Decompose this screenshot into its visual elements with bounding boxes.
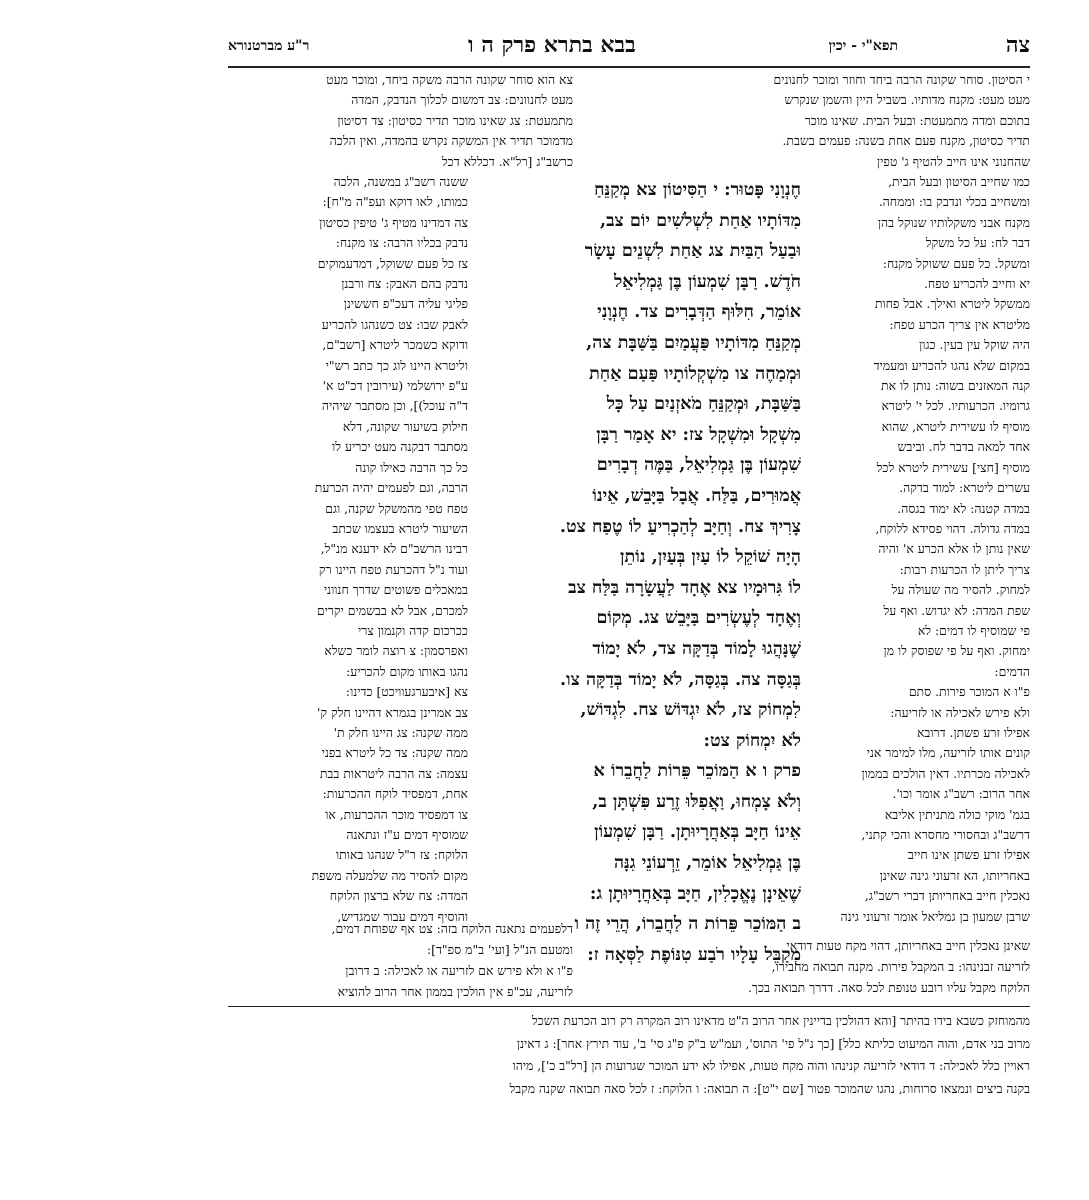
left-column-line: וליטרא היינו לוג כך כתב רש"י bbox=[325, 357, 468, 373]
center-column-line: לֹא יִמְחוֹק צט: bbox=[703, 729, 801, 751]
right-column-line: שפת המדה: לא יגדוש. ואף על bbox=[883, 602, 1030, 618]
right-column-line: ממשקל ליטרא ואילך. אבל פחות bbox=[874, 296, 1030, 312]
right-column-line: דבר לח: על כל משקל bbox=[925, 235, 1030, 251]
right-column-line: שרבן שמעון בן גמליאל אומר זרעוני גינה bbox=[840, 908, 1030, 924]
top-left-line: מדמוכר תדיר אין המשקה נקרש בהמדה, ואין הלכה bbox=[329, 133, 573, 149]
left-column-line: לאבק שבו: צט כשנהגו להכריע bbox=[321, 316, 468, 332]
right-column-line: ולא פירש לאכילה או לזריעה: bbox=[890, 704, 1030, 720]
right-column-line: מליטרא אין צריך הכרע טפח: bbox=[889, 316, 1030, 332]
center-column-line: בַּשַּׁבָּת, וּמְקַנֵּחַ מֹאזְנַיִם עַל כָּל bbox=[606, 393, 801, 415]
left-column-line: ודוקא כשמכר ליטרא [רשב"ם, bbox=[322, 337, 468, 353]
bottom-line: ראויין כלל לאכילה: ד דודאי לזריעה קנינהו והוה מקח טעות, אפילו לא ידע המוכר שגרועות הן [רל"ב כ'], מיהו bbox=[512, 1059, 1030, 1074]
commentary-top-left bbox=[228, 70, 573, 173]
commentary-right-column bbox=[806, 172, 1030, 932]
top-right-line: מעט מעט: מקנח מדותיו. בשביל היין והשמן שנקרש bbox=[784, 92, 1030, 108]
left-column-line: ועוד נ"ל דהכרעת טפח היינו רק bbox=[318, 561, 468, 577]
center-column-line: אֲמוּרִים, בַּלַּח. אֲבָל בַּיָּבֵשׁ, אֵינוֹ bbox=[592, 484, 801, 506]
left-column-line: למכרם, אבל לא בבשמים יקרים bbox=[316, 602, 468, 618]
right-column-line: היה שוקל עין בעין. כגון bbox=[919, 337, 1030, 353]
left-column-line: פליגי עליה דעכ"פ חששינן bbox=[343, 296, 468, 312]
left-column-line: והוסיף דמים עבור שמגדיש, bbox=[337, 908, 468, 924]
left-column-line: שמוסיף דמים ע"ז ונתאנה bbox=[346, 827, 468, 842]
header-rule bbox=[228, 66, 1030, 68]
left-column-line: צז כל פעם ששוקל, דמדעמוקים bbox=[317, 255, 468, 271]
right-column-line: אחר הרוב: רשב"ג אומר וכו'. bbox=[892, 786, 1030, 802]
center-column-line: אֵינוֹ חַיָּב בְּאַחֲרָיוּתָן. רַבָּן שִׁמְעוֹן bbox=[594, 821, 801, 843]
left-column-line: במאכלים פשוטים שדרך חנווני bbox=[323, 582, 468, 598]
right-column-line: אפילו זרע פשתן. דרובא bbox=[916, 724, 1030, 740]
left-column-line: מסתבר דבקנה מעט יכריע לו bbox=[332, 439, 468, 455]
center-column-line: מְקַבֵּל עָלָיו רֹבַע טִנּוֹפֶת לַסְּאָה ז: bbox=[587, 943, 801, 965]
running-header bbox=[228, 32, 1030, 68]
left-column-line: ואפרסמון: צ רוצה לומר כשלא bbox=[324, 643, 468, 659]
right-column-line: באחריותו, הא זרעוני גינה שאינן bbox=[879, 867, 1030, 883]
left-column-line: מקום להסיר מה שלמעלה משפת bbox=[311, 867, 468, 883]
left-column-line: צא [איבערגעוויכט] כדינו: bbox=[345, 684, 468, 700]
note-left-line: דלפעמים נתאנה הלוקח בזה: צט אף שפוחת דמים, bbox=[331, 921, 573, 936]
left-column-line: ד"ה עוכל)], וכן מסתבר שיהיה bbox=[321, 398, 468, 414]
left-column-line: צה דמדינו מטיף ג' טיפין כסיטון bbox=[319, 214, 468, 230]
bottom-line: בקנה ביצים ונמצאו סרוחות, נהגו שהמוכר פטור [שם י"ט]: ה תבואה: ו הלוקח: ז לכל סאה תבואה שקנה מקבל bbox=[509, 1081, 1030, 1096]
right-column-line: ומשחייב בכלי ונדבק בו: וממחה. bbox=[878, 194, 1030, 210]
right-column-line: שאין נותן לו אלא הכרע א' והיה bbox=[878, 541, 1030, 557]
left-column-line: עצמה: צה הרבה ליטראות בבת bbox=[319, 765, 468, 781]
top-right-line: י הסיטון. סוחר שקונה הרבה ביחד וחוזר ומוכר לחנונים bbox=[773, 72, 1030, 87]
center-column-line: ב הַמּוֹכֵר פֵּרוֹת ה לַחֲבֵרוֹ, הֲרֵי זֶה ו bbox=[574, 913, 801, 935]
note-left-line: לזריעה, עכ"פ אין הולכין בממון אחר הרוב להוציא bbox=[337, 984, 573, 999]
right-column-line: הדמים: bbox=[994, 663, 1030, 679]
top-right-line: תדיר כסיטון, מקנח פעם אחת בשנה: פעמים בשבת. bbox=[782, 133, 1030, 149]
left-column-line: כמותו, לאו דוקא ועפ"ה מ"ח]: bbox=[322, 194, 468, 210]
center-column-line: אוֹמֵר, חִלּוּף הַדְּבָרִים צד. חֶנְוָנִי bbox=[597, 301, 801, 323]
commentary-note-left bbox=[228, 918, 573, 1004]
left-column-line: נדבק בכליו הרבה: צו מקנח: bbox=[335, 235, 468, 251]
center-column-line: מִשְׁקָל וּמִשְׁקָל צז: יא אָמַר רַבָּן bbox=[596, 423, 801, 445]
note-left-line: ומטעם הנ"ל [ועי' ב"מ ספ"ד]: bbox=[426, 942, 573, 957]
left-column-line: אחת, דמפסיד לוקח ההכרעות: bbox=[322, 786, 468, 802]
footnote-block bbox=[228, 1010, 1030, 1106]
left-column-line: ממה שקנה: צג היינו חלק ת' bbox=[333, 724, 468, 740]
top-left-line: צא הוא סוחר שקונה הרבה משקה ביחד, ומוכר מעט bbox=[326, 72, 573, 87]
right-column-line: כמו שחייב הסיטון ובעל הבית, bbox=[888, 174, 1030, 189]
tractate-title: בבא בתרא פרק ה ו bbox=[468, 32, 636, 58]
center-column-line: מְקַנֵּחַ מִדּוֹתָיו פַּעֲמַיִם בַּשַּׁבָּת צה, bbox=[586, 331, 801, 353]
right-column-line: במדה גדולה. דהוי פסידא ללוקח, bbox=[875, 520, 1030, 536]
left-column-line: צו דמפסיד מוכר ההכרעות, או bbox=[325, 806, 468, 822]
left-column-line: רבינו הרשב"ם לא ידענא מנ"ל, bbox=[320, 541, 468, 557]
center-column-line: לִמְחוֹק צז, לֹא יִגְדּוֹשׁ צח. לִגְדּוֹשׁ, bbox=[580, 699, 801, 721]
center-column-line: שֶׁאֵינָן נֶאֱכָלִין, חַיָּב בְּאַחֲרָיוּתָן ג: bbox=[589, 882, 801, 904]
left-column-line: כל כך הרבה כאילו קונה bbox=[355, 459, 468, 475]
center-column-line: חֹדֶשׁ. רַבָּן שִׁמְעוֹן בֶּן גַּמְלִיאֵל bbox=[614, 270, 801, 292]
left-column-line: ע"פ ירושלמי (עירובין דכ"ט א' bbox=[322, 378, 468, 394]
left-column-line: צב אמרינן בגמרא דהיינו חלק ק' bbox=[317, 704, 468, 720]
right-column-line: לאכילה מכרתיו. דאין הולכים בממון bbox=[861, 765, 1030, 781]
right-column-line: פי שמוסיף לו דמים: לא bbox=[917, 622, 1030, 638]
center-column-line: צָרִיךְ צח. וְחַיָּב לְהַכְרִיעַ לוֹ טֶפַח צט. bbox=[559, 515, 801, 537]
note-right-line: לזריעה זבנינהו: ב המקבל פירות. מקנה תבואה מחבירו, bbox=[771, 959, 1030, 974]
commentary-left-column bbox=[228, 172, 468, 932]
right-column-line: בגמ' מוקי כולה מתניתין אליבא bbox=[884, 806, 1030, 822]
center-column-line: פרק ו א הַמּוֹכֵר פֵּרוֹת לַחֲבֵרוֹ א bbox=[593, 760, 801, 782]
right-column-line: יא וחייב להכריע טפח. bbox=[923, 276, 1030, 292]
left-column-line: המדה: צח שלא ברצון הלוקח bbox=[329, 888, 468, 904]
right-column-line: במקום שלא נהגו להכריע ומעמיד bbox=[873, 357, 1030, 373]
right-column-line: אפילו זרע פשתן אינו חייב bbox=[907, 847, 1030, 863]
center-column-line: בֶּן גַּמְלִיאֵל אוֹמֵר, זֵרְעוֹנֵי גִנָּה bbox=[613, 852, 801, 874]
center-column-line: לוֹ גִּרוּמָיו צא אֶחָד לַעֲשָׂרָה בַּלַּח צב bbox=[568, 576, 801, 598]
center-column-line: וּמְמַחֶה צו מִשְׁקְלוֹתָיו פַּעַם אַחַת bbox=[589, 362, 801, 384]
left-column-line: חילוק בשיעור שקונה, דלא bbox=[342, 418, 468, 434]
right-column-line: גרומיו. הכרעותיו. לכל י' ליטרא bbox=[881, 398, 1030, 414]
right-column-line: למחוק. להסיר מה שעולה על bbox=[891, 582, 1030, 598]
left-column-line: ממה שקנה: צד כל ליטרא בפני bbox=[321, 745, 468, 761]
page-number: צה bbox=[1005, 32, 1030, 58]
center-column-line: וְלֹא צָמְחוּ, וַאֲפִלּוּ זֶרַע פִּשְׁתָּן ב, bbox=[592, 790, 801, 812]
right-column-line: קנה המאזנים בשוה: נותן לו את bbox=[881, 378, 1030, 394]
left-column-line: הלוקח: צז ר"ל שנהגו באותו bbox=[335, 847, 468, 863]
footnote-rule bbox=[228, 1006, 1030, 1007]
commentary-title: ר"ע מברטנורא bbox=[228, 38, 310, 54]
right-column-line: פ"ו א המוכר פירות. סתם bbox=[908, 684, 1030, 700]
center-column-line: הָיָה שׁוֹקֵל לוֹ עַיִן בְּעַיִן, נוֹתֵן bbox=[620, 546, 801, 568]
center-column-line: בְּגַסָּה צה. בְּגַסָּה, לֹא יָמוֹד בְּדַקָּה צו. bbox=[559, 668, 801, 690]
center-column-line: וְאֶחָד לְעֶשְׂרִים בַּיָּבֵשׁ צג. מְקוֹם bbox=[596, 607, 801, 629]
commentary-note-right bbox=[577, 935, 1030, 1003]
top-left-line: כרשב"ג [רל"א. דכללא דכל bbox=[441, 153, 573, 169]
right-column-line: דרשב"ג ובחסורי מחסרא והכי קתני, bbox=[861, 827, 1030, 842]
note-right-line: שאינן נאכלין חייב באחריותן, דהוי מקח טעות דודאי bbox=[786, 938, 1030, 953]
top-left-line: מתמעטת: צג שאינו מוכר תדיר כסיטון: צד דסיטון bbox=[337, 112, 573, 128]
right-column-line: במדה קטנה: לא ימוד בגסה. bbox=[897, 500, 1030, 516]
left-column-line: ששנה רשב"ג במשנה, הלכה bbox=[333, 174, 468, 189]
left-column-line: הרבה, וגם לפעמים יהיה הכרעת bbox=[314, 480, 468, 496]
center-column-line: שִׁמְעוֹן בֶּן גַּמְלִיאֵל, בַּמֶּה דְבָרִים bbox=[596, 454, 801, 476]
right-column-line: אחד למאה בדבר לח. וביבש bbox=[897, 439, 1030, 455]
left-column-line: ככרכום קדה וקנמון צרי bbox=[357, 622, 468, 638]
left-column-line: נדבק בהם האבק: צח ורבנן bbox=[341, 276, 468, 292]
note-left-line: פ"ו א ולא פירש אם לזריעה או לאכילה: ב דרובן bbox=[345, 963, 573, 978]
bottom-line: מהמוחזק כשבא בידו בהיתר [והא דהולכין בדיינין אחר הרוב ה"ט מדאינו רוב המקרה רק רוב הכרעת השכל bbox=[532, 1014, 1030, 1028]
left-column-line: טפח טפי מהמשקל שקנה, וגם bbox=[325, 500, 468, 516]
left-column-line: השיעור ליטרא בעצמו שכתב bbox=[332, 520, 468, 536]
center-column-line: שֶׁנָּהֲגוּ לָמוֹד בְּדַקָּה צד, לֹא יָמוֹד bbox=[592, 637, 801, 659]
right-column-line: ומשקל. כל פעם ששוקל מקנח: bbox=[882, 255, 1030, 271]
center-column-line: חֶנְוָנִי פָּטוּר: י הַסִּיטוֹן צא מְקַנֵּחַ bbox=[594, 179, 801, 200]
right-column-line: צריך ליתן לו הכרעות רבות: bbox=[899, 561, 1030, 577]
center-column-line: וּבַעַל הַבַּיִת צג אַחַת לִשְׁנֵים עָשָׂר bbox=[584, 240, 801, 262]
top-right-line: בתוכם ומדה מתמעטת: ובעל הבית. שאינו מוכר bbox=[804, 112, 1030, 128]
right-column-line: מקנח אבני משקלותיו שנוקל בהן bbox=[877, 214, 1030, 230]
left-column-line: נהגו באותו מקום להכריע: bbox=[346, 663, 468, 679]
right-column-line: ימחוק. ואף על פי שפוסק לו מן bbox=[883, 643, 1030, 659]
note-right-line: הלוקח מקבל עליו רובע טנופת לכל סאה. דדרך תבואה בכך. bbox=[747, 980, 1030, 995]
right-column-line: נאכלין חייב באחריותן דברי רשב"ג, bbox=[864, 888, 1030, 904]
top-right-line: שהחנוני אינו חייב להטיף ג' טפין bbox=[876, 153, 1030, 169]
right-column-line: עשרים ליטרא: למוד בדקה. bbox=[899, 480, 1030, 496]
right-column-line: מוסיף [חצי] עשירית ליטרא לכל bbox=[876, 459, 1030, 475]
right-column-line: קונים אותו לזריעה, מלו למימר אני bbox=[866, 745, 1030, 761]
center-column-line: מִדּוֹתָיו אַחַת לִשְׁלֹשִׁים יוֹם צב, bbox=[599, 209, 801, 231]
bottom-line: מרוב בני אדם, והוה המיעוט כליתא כלל] [כך נ"ל פי' התוס', ועמ"ש ב"ק פ"ג סי' ב', עוד תירץ אחר]: ג דאינן bbox=[516, 1036, 1030, 1051]
top-left-line: מעט לחנוונים: צב דמשום לכלוך הנדבק, המדה bbox=[351, 92, 573, 108]
right-column-line: מוסיף לו עשירית ליטרא, שהוא bbox=[881, 418, 1030, 434]
commentary-top-right bbox=[577, 70, 1030, 173]
chapter-reference: תפא"י - יכין bbox=[828, 38, 898, 54]
